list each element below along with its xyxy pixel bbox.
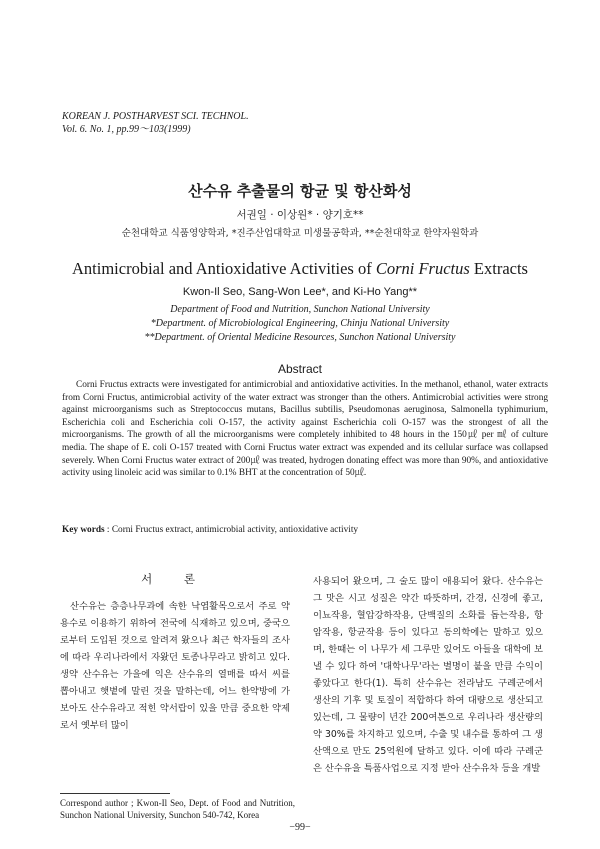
footnote-divider bbox=[60, 793, 170, 794]
english-title-suffix: Extracts bbox=[469, 259, 528, 278]
affiliation-3: **Department. of Oriental Medicine Resources, Sunchon National University bbox=[144, 332, 456, 343]
intro-right-text: 사용되어 왔으며, 그 술도 많이 애용되어 왔다. 산수유는 그 맛은 시고 성질은 약간 따뜻하며, 간경, 신경에 좋고, 이뇨작용, 혈압강하작용, 단백질의 소화를 돕는작용, 항암작용, 항균작용 등이 있다고 동의학에는 말하고 있으며, 한때는 이 나무가 세 그루만 있어도 아들을 대학에 보낼 수 있다 하여 '대학나무'라는 별명이 붙을 만큼 수익이 좋았다고 한다(1). 특히 산수유는 전라남도 구례군에서 생산의 기후 및 토질이 적합하다 하여 대량으로 생산되고 있는데, 그 물량이 년간 200여톤으로 우리나라 생산량의 약 30%를 차지하고 있으며, 수출 및 내수를 통하여 그 생산액으로 만도 25억원에 달하고 있다. 이에 따라 구례군은 산수유을 특품사업으로 지정 받아 산수유차 등을 개발 bbox=[313, 576, 543, 774]
keywords-text: : Corni Fructus extract, antimicrobial activity, antioxidative activity bbox=[104, 525, 359, 535]
english-affiliations bbox=[0, 303, 600, 345]
english-title bbox=[0, 259, 600, 279]
journal-citation bbox=[62, 110, 249, 136]
abstract-body bbox=[62, 379, 548, 480]
journal-volume: Vol. 6. No. 1, pp.99～103(1999) bbox=[62, 124, 191, 135]
korean-authors: 서권일 · 이상원* · 양기호** bbox=[236, 209, 364, 221]
keywords bbox=[62, 525, 548, 535]
footnote: Correspond author ; Kwon-Il Seo, Dept. of Food and Nutrition, Sunchon National University, Sunchon 540-742, Korea bbox=[60, 798, 295, 821]
english-authors: Kwon-Il Seo, Sang-Won Lee*, and Ki-Ho Yang** bbox=[182, 286, 418, 298]
abstract-heading: Abstract bbox=[277, 362, 322, 376]
english-title-italic: Corni Fructus bbox=[375, 259, 470, 278]
keywords-label: Key words bbox=[62, 525, 105, 535]
abstract-text: Corni Fructus extracts were investigated for antimicrobial and antioxidative activities. In the methanol, ethanol, water extracts from Corni Fructus, antimicrobial activity of the water extract was stronger than the others. Antimicrobial activities were strong against microorganisms such as Streptococcus mutans, Bacillus subtilis, Pseudomonas aeruginosa, Salmonella typhimurium, Escherichia coli and Escherichia coli O-157, the activity against Escherichia coli O-157 was the strongest of all the microorganisms. The growth of all the microorganisms were completely inhibited to 48 hours in the 150㎕ per ㎖ of culture media. The shape of E. coli O-157 treated with Corni Fructus water extract was expended and its cellular surface was collapsed severely. When Corni Fructus water extract of 200㎕ was treated, hydrogen donating effect was more than 90%, and antioxidative activity using linoleic acid was similar to 0.1% BHT at the concentration of 50㎕. bbox=[62, 380, 548, 479]
english-title-prefix: Antimicrobial and Antioxidative Activities of bbox=[72, 259, 376, 278]
journal-name: KOREAN J. POSTHARVEST SCI. TECHNOL. bbox=[62, 111, 249, 122]
intro-left-text: 산수유는 층층나무과에 속한 낙엽활목으로서 주로 약용수로 이용하기 위하여 전국에 식재하고 있으며, 중국으로부터 도입된 것으로 알려져 왔으나 최근 학자들의 조사에 따라 우리나라에서 자왔던 토종나무라고 밝히고 있다. 생약 산수유는 가을에 익은 산수유의 열매를 따서 씨를 뽑아내고 햇볕에 말린 것을 말하는데, 어느 한약방에 가보아도 산수유라고 적힌 약서랍이 있을 만큼 중요한 약제로서 옛부터 많이 bbox=[60, 601, 290, 731]
intro-heading: 서 론 bbox=[141, 572, 209, 586]
intro-left-column bbox=[60, 570, 290, 734]
korean-title: 산수유 추출물의 항균 및 항산화성 bbox=[188, 182, 412, 200]
affiliation-1: Department of Food and Nutrition, Sunchon National University bbox=[170, 304, 430, 315]
affiliation-2: *Department. of Microbiological Engineering, Chinju National University bbox=[150, 318, 450, 329]
korean-affiliations: 순천대학교 식품영양학과, *진주산업대학교 미생물공학과, **순천대학교 한약자원학과 bbox=[121, 228, 479, 239]
intro-right-column bbox=[313, 573, 543, 777]
page-number: −99− bbox=[289, 822, 311, 833]
